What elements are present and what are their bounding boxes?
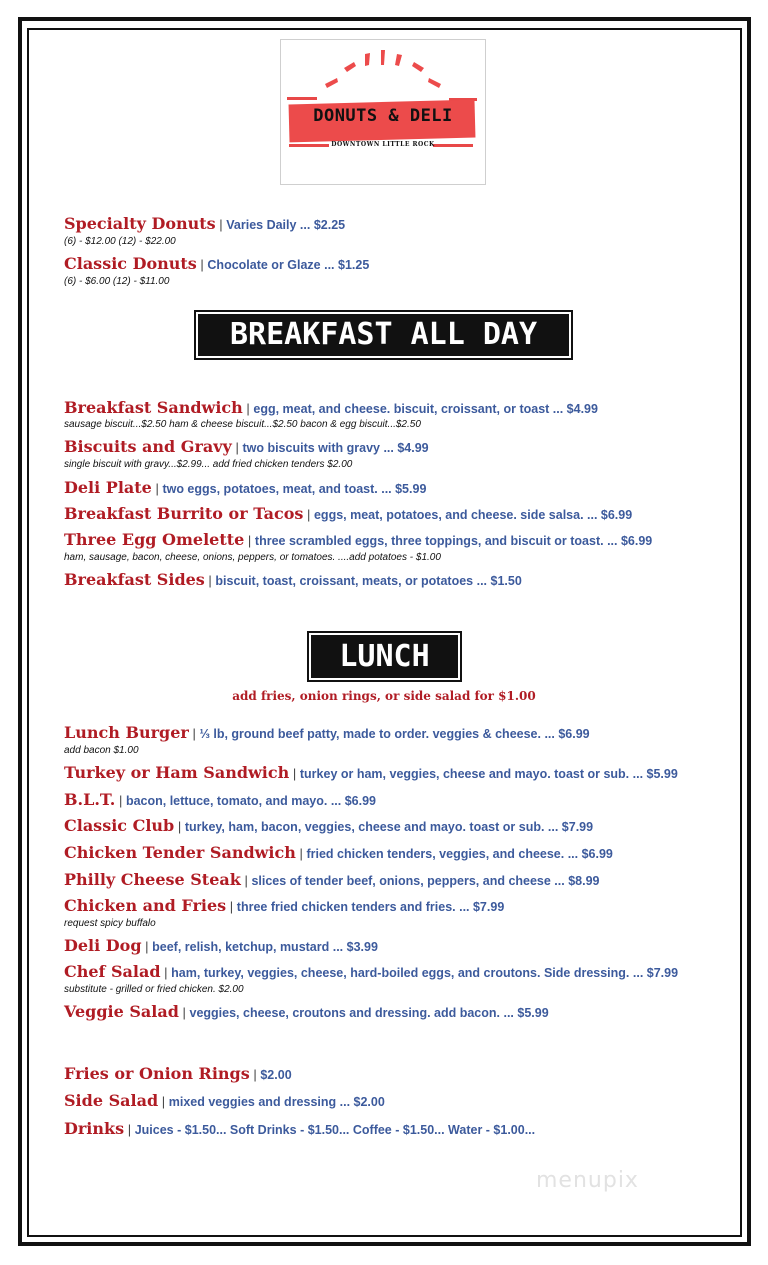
menu-item: Fries or Onion Rings | $2.00 <box>64 1064 292 1083</box>
menu-item: Philly Cheese Steak | slices of tender beef, onions, peppers, and cheese ... $8.99 <box>64 870 600 889</box>
menu-item: Chicken and Fries | three fried chicken tenders and fries. ... $7.99 <box>64 896 505 915</box>
menu-item: Deli Dog | beef, relish, ketchup, mustard ... $3.99 <box>64 936 378 955</box>
menu-item: Three Egg Omelette | three scrambled eggs, three toppings, and biscuit or toast. ... $6.99 <box>64 530 653 549</box>
menu-item-note: single biscuit with gravy...$2.99... add fried chicken tenders $2.00 <box>64 459 353 470</box>
menu-item: Chicken Tender Sandwich | fried chicken tenders, veggies, and cheese. ... $6.99 <box>64 843 613 862</box>
menu-item-note: (6) - $6.00 (12) - $11.00 <box>64 276 170 287</box>
menu-item: Breakfast Sides | biscuit, toast, croissant, meats, or potatoes ... $1.50 <box>64 570 522 589</box>
lunch-subheading: add fries, onion rings, or side salad for $1.00 <box>232 689 536 703</box>
menu-item: Drinks | Juices - $1.50... Soft Drinks - $1.50... Coffee - $1.50... Water - $1.00... <box>64 1119 536 1138</box>
menu-item-note: substitute - grilled or fried chicken. $2.00 <box>64 984 244 995</box>
menu-item: Breakfast Sandwich | egg, meat, and cheese. biscuit, croissant, or toast ... $4.99 <box>64 398 598 417</box>
logo-subtitle: DOWNTOWN LITTLE ROCK <box>331 141 435 148</box>
logo-title: DONUTS & DELI <box>313 106 453 126</box>
menu-item-note: sausage biscuit...$2.50 ham & cheese biscuit...$2.50 bacon & egg biscuit...$2.50 <box>64 419 421 430</box>
sunburst-icon <box>281 40 485 100</box>
menu-item: Breakfast Burrito or Tacos | eggs, meat, potatoes, and cheese. side salsa. ... $6.99 <box>64 504 633 523</box>
breakfast-heading: BREAKFAST ALL DAY <box>194 310 573 360</box>
menu-item: Side Salad | mixed veggies and dressing ... $2.00 <box>64 1091 385 1110</box>
menu-item: Chef Salad | ham, turkey, veggies, cheese, hard-boiled eggs, and croutons. Side dressing. ... $7.99 <box>64 962 679 981</box>
menu-item-note: request spicy buffalo <box>64 918 156 929</box>
menu-item: Deli Plate | two eggs, potatoes, meat, and toast. ... $5.99 <box>64 478 427 497</box>
menu-item-note: ham, sausage, bacon, cheese, onions, peppers, or tomatoes. ....add potatoes - $1.00 <box>64 552 441 563</box>
logo <box>280 39 486 185</box>
menu-item: Veggie Salad | veggies, cheese, croutons and dressing. add bacon. ... $5.99 <box>64 1002 549 1021</box>
logo-stripe <box>287 97 317 100</box>
menu-item: Biscuits and Gravy | two biscuits with gravy ... $4.99 <box>64 437 429 456</box>
menu-item: Classic Club | turkey, ham, bacon, veggies, cheese and mayo. toast or sub. ... $7.99 <box>64 816 594 835</box>
menu-item-note: add bacon $1.00 <box>64 745 139 756</box>
menu-item: Lunch Burger | ⅓ lb, ground beef patty, made to order. veggies & cheese. ... $6.99 <box>64 723 590 742</box>
watermark: menupix <box>536 1168 639 1193</box>
menu-item: Classic Donuts | Chocolate or Glaze ... $1.25 <box>64 254 370 273</box>
lunch-heading: LUNCH <box>307 631 462 682</box>
menu-item: Turkey or Ham Sandwich | turkey or ham, veggies, cheese and mayo. toast or sub. ... $5.99 <box>64 763 678 782</box>
menu-item-note: (6) - $12.00 (12) - $22.00 <box>64 236 176 247</box>
menu-item: B.L.T. | bacon, lettuce, tomato, and mayo. ... $6.99 <box>64 790 377 809</box>
menu-item: Specialty Donuts | Varies Daily ... $2.25 <box>64 214 346 233</box>
